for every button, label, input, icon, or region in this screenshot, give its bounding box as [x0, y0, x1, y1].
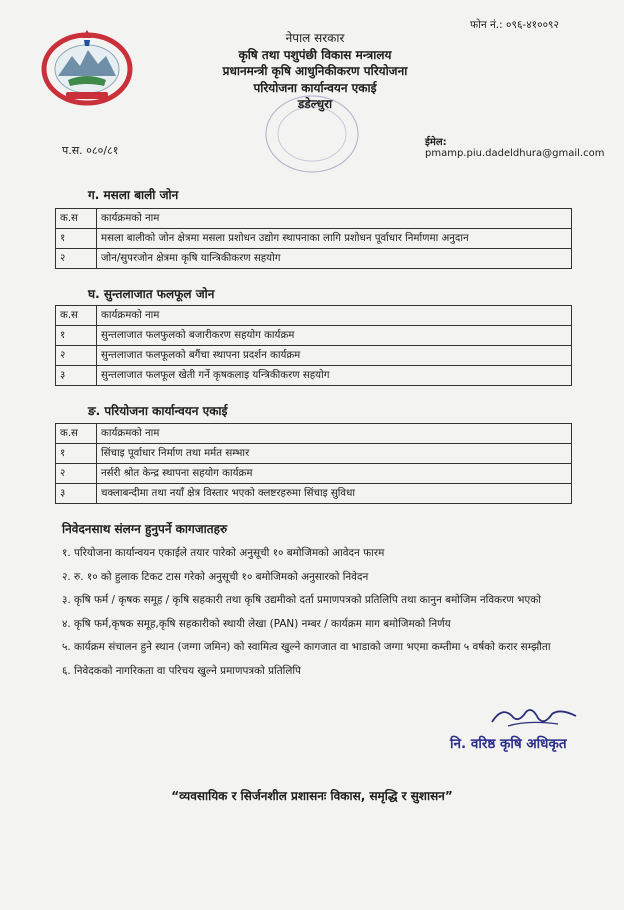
table-row: [56, 346, 572, 366]
table-row: [56, 444, 572, 464]
table-row: [56, 249, 572, 269]
col-serial: क.स: [56, 209, 97, 229]
row-program-name: चक्लाबन्दीमा तथा नयाँ क्षेत्र विस्तार भएको क्लष्टरहरुमा सिंचाइ सुविधा: [97, 484, 572, 504]
letterhead-line-unit: परियोजना कार्यान्वयन एकाई: [253, 80, 377, 95]
col-serial: क.स: [56, 306, 97, 326]
table-row: [56, 366, 572, 386]
row-serial: २: [56, 464, 97, 484]
list-item: १. परियोजना कार्यान्वयन एकाईले तयार पारेको अनुसूची १० बमोजिमको आवेदन फारम: [62, 547, 385, 559]
table-row: [56, 464, 572, 484]
table-header-row: [56, 424, 572, 444]
row-program-name: सुन्तलाजात फलफूलको बगैंचा स्थापना प्रदर्शन कार्यक्रम: [97, 346, 572, 366]
list-item: ३. कृषि फर्म / कृषक समूह / कृषि सहकारी तथा कृषि उद्यमीको दर्ता प्रमाणपत्रको प्रतिलिपि तथा कानुन बमोजिम नविकरण भएको: [62, 594, 541, 606]
row-serial: १: [56, 229, 97, 249]
table-header-row: [56, 306, 572, 326]
row-serial: १: [56, 326, 97, 346]
documents-list: [62, 546, 567, 687]
letterhead-line-government: नेपाल सरकार: [285, 31, 345, 45]
letterhead-line-ministry: कृषि तथा पशुपंछी विकास मन्त्रालय: [238, 47, 392, 62]
row-serial: १: [56, 444, 97, 464]
col-program-name: कार्यक्रमको नाम: [97, 306, 572, 326]
office-stamp-icon: [262, 92, 362, 176]
table-row: [56, 326, 572, 346]
table-project-unit: [55, 423, 572, 504]
table-header-row: [56, 209, 572, 229]
row-program-name: सिंचाइ पूर्वाधार निर्माण तथा मर्मत सम्भार: [97, 444, 572, 464]
phone-number: फोन नं.: ०९६-४१००९२: [470, 19, 559, 31]
list-item: ४. कृषि फर्म,कृषक समूह,कृषि सहकारीको स्थायी लेखा (PAN) नम्बर / कार्यक्रम माग बमोजिमको निर्णय: [62, 617, 451, 630]
col-program-name: कार्यक्रमको नाम: [97, 424, 572, 444]
row-program-name: नर्सरी श्रोत केन्द्र स्थापना सहयोग कार्यक्रम: [97, 464, 572, 484]
reference-number: प.स. ०८०/८१: [62, 144, 119, 157]
col-program-name: कार्यक्रमको नाम: [97, 209, 572, 229]
table-row: [56, 484, 572, 504]
letterhead-line-district: डडेल्धुरा: [297, 97, 333, 111]
signature-icon: [488, 702, 580, 730]
row-program-name: मसला बालीको जोन क्षेत्रमा मसला प्रशोधन उद्योग स्थापनाका लागि प्रशोधन पूर्वाधार निर्माणमा अनुदान: [97, 229, 572, 249]
letterhead-line-project: प्रधानमन्त्री कृषि आधुनिकीकरण परियोजना: [222, 64, 408, 78]
officer-designation: नि. वरिष्ठ कृषि अधिकृत: [450, 736, 567, 752]
table-spice-zone: [55, 208, 572, 269]
list-item: ६. निवेदकको नागरिकता वा परिचय खुल्ने प्रमाणपत्रको प्रतिलिपि: [62, 664, 301, 677]
row-serial: २: [56, 346, 97, 366]
section-title-citrus-zone: घ. सुन्तलाजात फलफूल जोन: [88, 287, 215, 301]
email-label: ईमेल:: [425, 137, 447, 148]
documents-title: निवेदनसाथ संलग्न हुनुपर्ने कागजातहरु: [62, 522, 228, 536]
email-line: [425, 134, 624, 159]
row-program-name: सुन्तलाजात फलफूल खेती गर्ने कृषकलाइ यन्त्रिकीकरण सहयोग: [97, 366, 572, 386]
table-row: [56, 229, 572, 249]
section-title-project-unit: ङ. परियोजना कार्यान्वयन एकाई: [88, 404, 228, 418]
nepal-government-emblem-icon: [38, 26, 136, 108]
col-serial: क.स: [56, 424, 97, 444]
section-title-spice-zone: ग. मसला बाली जोन: [88, 188, 179, 202]
row-program-name: जोन/सुपरजोन क्षेत्रमा कृषि यान्त्रिकीकरण सहयोग: [97, 249, 572, 269]
list-item: ५. कार्यक्रम संचालन हुने स्थान (जग्गा जमिन) को स्वामित्व खुल्ने कागजात वा भाडाको जग्गा भएमा कम्तीमा ५ वर्षको करार सम्झौता: [62, 641, 551, 653]
list-item: २. रु. १० को हुलाक टिकट टास गरेको अनुसूची १० बमोजिमको अनुसारको निवेदन: [62, 570, 369, 583]
row-program-name: सुन्तलाजात फलफुलको बजारीकरण सहयोग कार्यक्रम: [97, 326, 572, 346]
row-serial: ३: [56, 366, 97, 386]
motto: “व्यवसायिक र सिर्जनशील प्रशासनः विकास, समृद्धि र सुशासन”: [171, 789, 453, 803]
row-serial: ३: [56, 484, 97, 504]
row-serial: २: [56, 249, 97, 269]
email-address: pmamp.piu.dadeldhura@gmail.com: [425, 148, 605, 159]
table-citrus-zone: [55, 305, 572, 386]
